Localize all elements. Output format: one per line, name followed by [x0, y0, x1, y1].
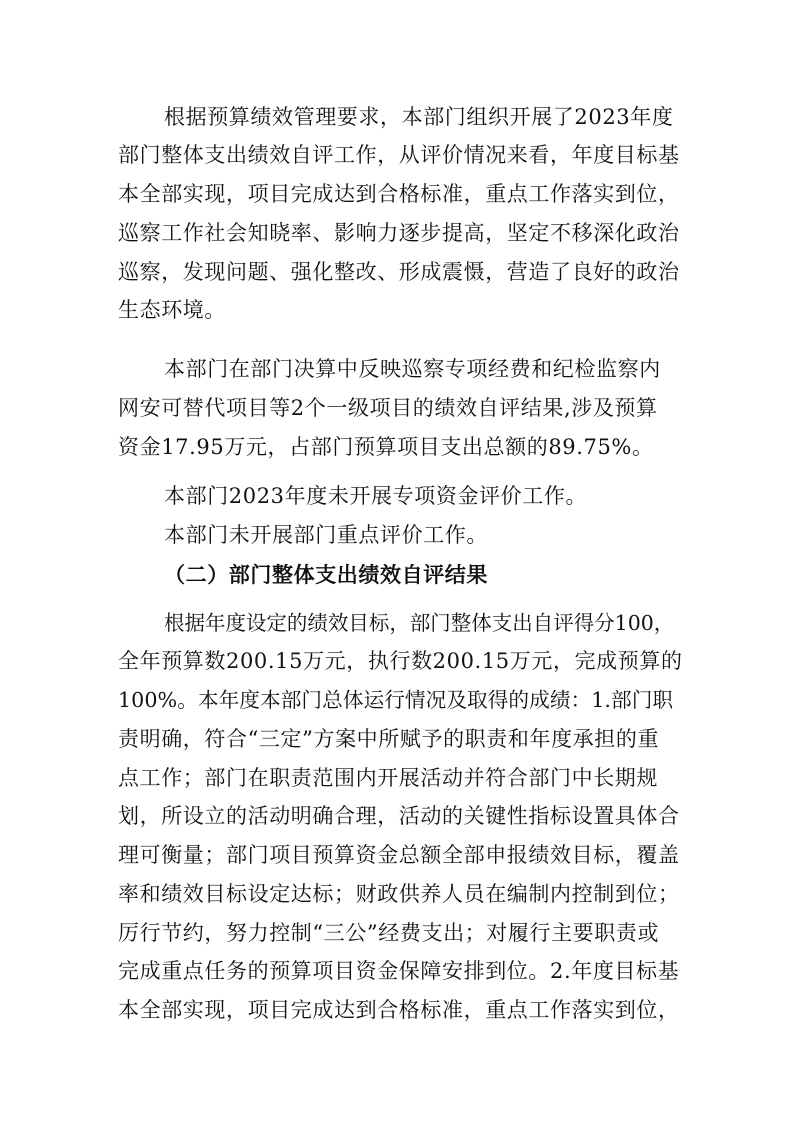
paragraph-line: 生态环境。: [118, 298, 226, 322]
paragraph-line: 率和绩效目标设定达标；财政供养人员在编制内控制到位；: [118, 882, 680, 906]
paragraph-line: 划，所设立的活动明确合理，活动的关键性指标设置具体合: [118, 804, 680, 828]
paragraph-line: 点工作；部门在职责范围内开展活动并符合部门中长期规: [118, 766, 658, 790]
paragraph-line: 根据预算绩效管理要求，本部门组织开展了2023年度: [164, 105, 674, 129]
paragraph-line: 本部门未开展部门重点评价工作。: [164, 523, 488, 547]
paragraph-line: 100%。本年度本部门总体运行情况及取得的成绩：1.部门职: [118, 688, 674, 712]
paragraph-line: 网安可替代项目等2个一级项目的绩效自评结果,涉及预算: [118, 396, 658, 420]
paragraph-line: 责明确，符合“三定”方案中所赋予的职责和年度承担的重: [118, 727, 660, 751]
paragraph-line: 厉行节约，努力控制“三公”经费支出；对履行主要职责或: [118, 921, 660, 945]
paragraph-line: 本部门在部门决算中反映巡察专项经费和纪检监察内: [164, 357, 661, 381]
section-heading: （二）部门整体支出绩效自评结果: [164, 562, 488, 587]
paragraph-line: 根据年度设定的绩效目标，部门整体支出自评得分100，: [164, 611, 675, 635]
paragraph-line: 资金17.95万元，占部门预算项目支出总额的89.75%。: [118, 435, 654, 459]
paragraph-line: 本部门2023年度未开展专项资金评价工作。: [164, 484, 588, 508]
paragraph-line: 巡察工作社会知晓率、影响力逐步提高，坚定不移深化政治: [118, 221, 680, 245]
paragraph-line: 本全部实现，项目完成达到合格标准，重点工作落实到位，: [118, 182, 680, 206]
paragraph-line: 全年预算数200.15万元，执行数200.15万元，完成预算的: [118, 649, 683, 673]
paragraph-line: 完成重点任务的预算项目资金保障安排到位。2.年度目标基: [118, 959, 680, 983]
paragraph-line: 部门整体支出绩效自评工作，从评价情况来看，年度目标基: [118, 143, 680, 167]
paragraph-line: 理可衡量；部门项目预算资金总额全部申报绩效目标，覆盖: [118, 843, 680, 867]
paragraph-line: 本全部实现，项目完成达到合格标准，重点工作落实到位，: [118, 998, 680, 1022]
paragraph-line: 巡察，发现问题、强化整改、形成震慑，营造了良好的政治: [118, 260, 680, 284]
